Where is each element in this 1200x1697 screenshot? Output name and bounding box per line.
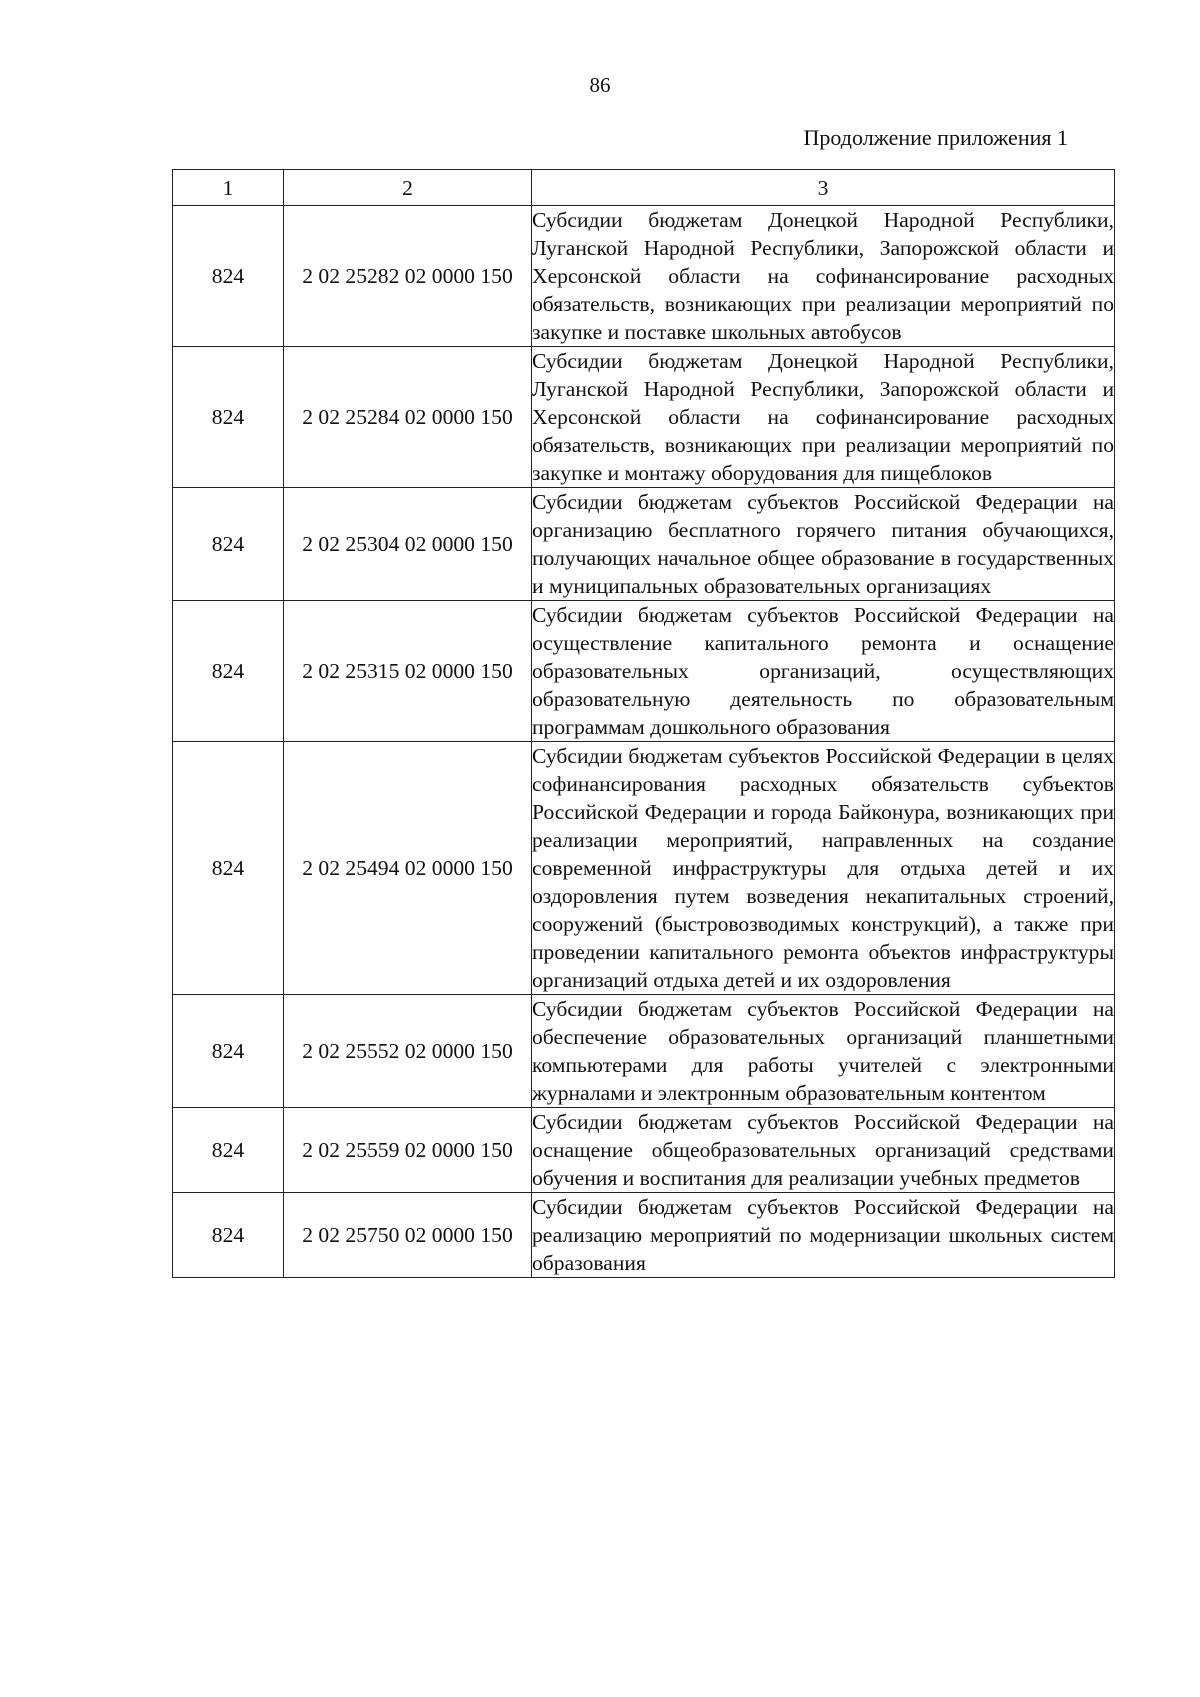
kbk-code-cell: 2 02 25315 02 0000 150 <box>284 601 532 742</box>
header-col-2: 2 <box>284 170 532 206</box>
admin-code-cell: 824 <box>173 742 284 995</box>
header-row <box>173 170 1115 206</box>
admin-code-cell: 824 <box>173 206 284 347</box>
admin-code-cell: 824 <box>173 995 284 1108</box>
kbk-code-cell: 2 02 25284 02 0000 150 <box>284 347 532 488</box>
header-col-1: 1 <box>173 170 284 206</box>
admin-code-cell: 824 <box>173 1193 284 1278</box>
admin-code-cell: 824 <box>173 601 284 742</box>
kbk-code-cell: 2 02 25552 02 0000 150 <box>284 995 532 1108</box>
continuation-label: Продолжение приложения 1 <box>803 125 1068 150</box>
kbk-code-cell: 2 02 25559 02 0000 150 <box>284 1108 532 1193</box>
page-number: 86 <box>589 73 611 97</box>
table-row <box>173 347 1115 488</box>
description-cell: Субсидии бюджетам субъектов Российской Федерации на осуществление капитального ремонта и оснащение образовательных организаций, осуществляющих образовательную деятельность по образовательным программам дошкольного образования <box>532 601 1115 742</box>
kbk-code-cell: 2 02 25282 02 0000 150 <box>284 206 532 347</box>
table-body <box>173 206 1115 1278</box>
table-row <box>173 488 1115 601</box>
description-cell: Субсидии бюджетам Донецкой Народной Республики, Луганской Народной Республики, Запорожской области и Херсонской области на софинансирование расходных обязательств, возникающих при реализации мероприятий по закупке и монтажу оборудования для пищеблоков <box>532 347 1115 488</box>
table-row <box>173 742 1115 995</box>
admin-code-cell: 824 <box>173 347 284 488</box>
description-cell: Субсидии бюджетам субъектов Российской Федерации на обеспечение образовательных организаций планшетными компьютерами для работы учителей с электронными журналами и электронным образовательным контентом <box>532 995 1115 1108</box>
table-row <box>173 206 1115 347</box>
description-cell: Субсидии бюджетам субъектов Российской Федерации в целях софинансирования расходных обязательств субъектов Российской Федерации и города Байконура, возникающих при реализации мероприятий, направленных на создание современной инфраструктуры для отдыха детей и их оздоровления путем возведения некапитальных строений, сооружений (быстровозводимых конструкций), а также при проведении капитального ремонта объектов инфраструктуры организаций отдыха детей и их оздоровления <box>532 742 1115 995</box>
description-cell: Субсидии бюджетам субъектов Российской Федерации на реализацию мероприятий по модернизации школьных систем образования <box>532 1193 1115 1278</box>
description-cell: Субсидии бюджетам субъектов Российской Федерации на организацию бесплатного горячего питания обучающихся, получающих начальное общее образование в государственных и муниципальных образовательных организациях <box>532 488 1115 601</box>
kbk-code-cell: 2 02 25750 02 0000 150 <box>284 1193 532 1278</box>
header-col-3: 3 <box>532 170 1115 206</box>
table-row <box>173 1193 1115 1278</box>
admin-code-cell: 824 <box>173 488 284 601</box>
kbk-code-cell: 2 02 25304 02 0000 150 <box>284 488 532 601</box>
description-cell: Субсидии бюджетам субъектов Российской Федерации на оснащение общеобразовательных организаций средствами обучения и воспитания для реализации учебных предметов <box>532 1108 1115 1193</box>
table-row <box>173 995 1115 1108</box>
table-row <box>173 601 1115 742</box>
income-codes-table <box>172 169 1115 1278</box>
table-row <box>173 1108 1115 1193</box>
kbk-code-cell: 2 02 25494 02 0000 150 <box>284 742 532 995</box>
table-header <box>173 170 1115 206</box>
admin-code-cell: 824 <box>173 1108 284 1193</box>
description-cell: Субсидии бюджетам Донецкой Народной Республики, Луганской Народной Республики, Запорожской области и Херсонской области на софинансирование расходных обязательств, возникающих при реализации мероприятий по закупке и поставке школьных автобусов <box>532 206 1115 347</box>
